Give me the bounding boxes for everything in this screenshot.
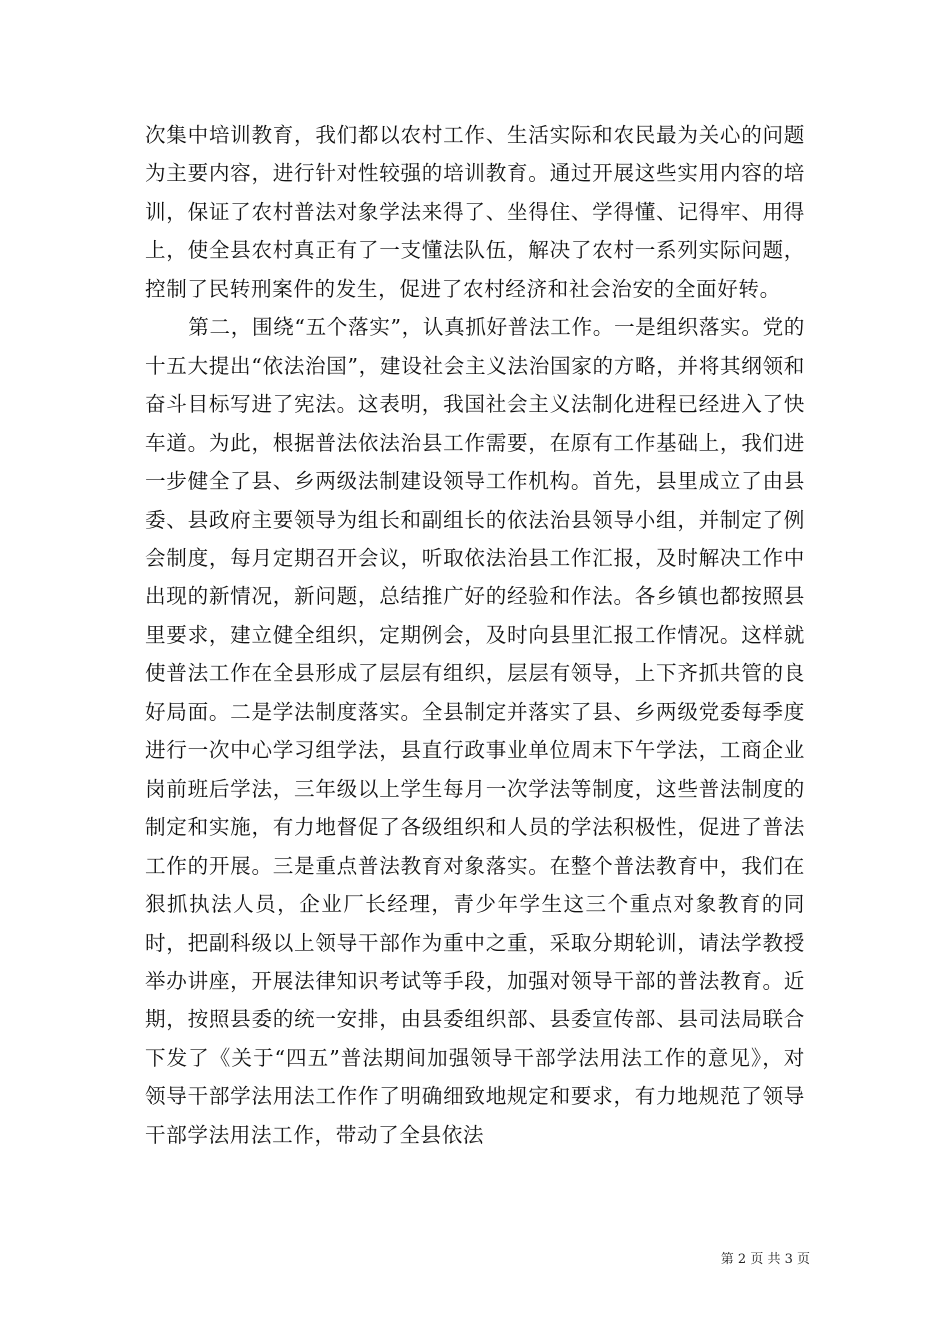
paragraph-continuation: 次集中培训教育，我们都以农村工作、生活实际和农民最为关心的问题为主要内容，进行针对性较强的培训教育。通过开展这些实用内容的培训，保证了农村普法对象学法来得了、坐得住、学得懂、记得牢、用得上，使全县农村真正有了一支懂法队伍，解决了农村一系列实际问题，控制了民转刑案件的发生，促进了农村经济和社会治安的全面好转。: [145, 123, 805, 301]
paragraph-five-implementations: 第二，围绕“五个落实”，认真抓好普法工作。一是组织落实。党的十五大提出“依法治国”，建设社会主义法治国家的方略，并将其纲领和奋斗目标写进了宪法。这表明，我国社会主义法制化进程已经进入了快车道。为此，根据普法依法治县工作需要，在原有工作基础上，我们进一步健全了县、乡两级法制建设领导工作机构。首先，县里成立了由县委、县政府主要领导为组长和副组长的依法治县领导小组，并制定了例会制度，每月定期召开会议，听取依法治县工作汇报，及时解决工作中出现的新情况，新问题，总结推广好的经验和作法。各乡镇也都按照县里要求，建立健全组织，定期例会，及时向县里汇报工作情况。这样就使普法工作在全县形成了层层有组织，层层有领导，上下齐抓共管的良好局面。二是学法制度落实。全县制定并落实了县、乡两级党委每季度进行一次中心学习组学法，县直行政事业单位周末下午学法，工商企业岗前班后学法，三年级以上学生每月一次学法等制度，这些普法制度的制定和实施，有力地督促了各级组织和人员的学法积极性，促进了普法工作的开展。三是重点普法教育对象落实。在整个普法教育中，我们在狠抓执法人员，企业厂长经理，青少年学生这三个重点对象教育的同时，把副科级以上领导干部作为重中之重，采取分期轮训，请法学教授举办讲座，开展法律知识考试等手段，加强对领导干部的普法教育。近期，按照县委的统一安排，由县委组织部、县委宣传部、县司法局联合下发了《关于“四五”普法期间加强领导干部学法用法工作的意见》，对领导干部学法用法工作作了明确细致地规定和要求，有力地规范了领导干部学法用法工作，带动了全县依法: [145, 315, 805, 1147]
page-number: 第 2 页 共 3 页: [720, 1252, 810, 1267]
document-body: [145, 116, 805, 1154]
